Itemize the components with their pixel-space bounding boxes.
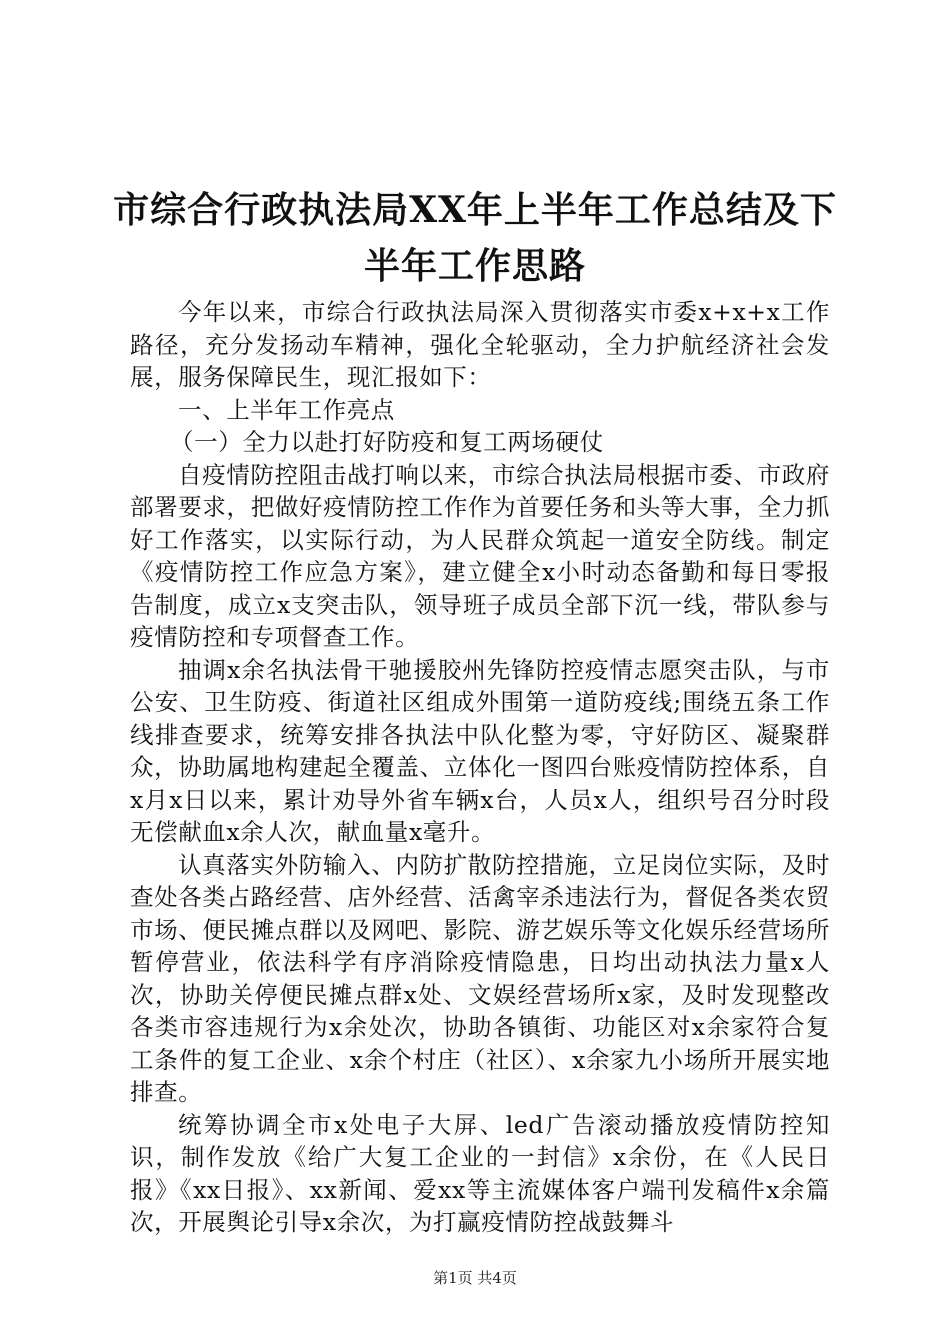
subsection-heading: （一）全力以赴打好防疫和复工两场硬仗 <box>170 428 604 456</box>
intro-paragraph: 今年以来，市综合行政执法局深入贯彻落实市委x+x+x工作路径，充分发扬动车精神，强化全轮驱动，全力护航经济社会发展，服务保障民生，现汇报如下： <box>130 298 830 391</box>
section-heading: 一、上半年工作亮点 <box>178 395 395 424</box>
body-paragraph: 抽调x余名执法骨干驰援胶州先锋防控疫情志愿突击队，与市公安、卫生防疫、街道社区组成外围第一道防疫线;围绕五条工作线排查要求，统筹安排各执法中队化整为零，守好防区、凝聚群众，协助属地构建起全覆盖、立体化一图四台账疫情防控体系，自x月x日以来，累计劝导外省车辆x台，人员x人，组织号召分时段无偿献血x余人次，献血量x毫升。 <box>130 655 830 846</box>
document-title-line-2: 半年工作思路 <box>363 245 586 287</box>
page-footer: 第1页 共4页 <box>433 1269 517 1287</box>
document-title-line-1: 市综合行政执法局XX年上半年工作总结及下 <box>113 189 837 231</box>
body-paragraph: 认真落实外防输入、内防扩散防控措施，立足岗位实际，及时查处各类占路经营、店外经营、活禽宰杀违法行为，督促各类农贸市场、便民摊点群以及网吧、影院、游艺娱乐等文化娱乐经营场所暂停营业，依法科学有序消除疫情隐患，日均出动执法力量x人次，协助关停便民摊点群x处、文娱经营场所x家，及时发现整改各类市容违规行为x余处次，协助各镇街、功能区对x余家符合复工条件的复工企业、x余个村庄（社区）、x余家九小场所开展实地排查。 <box>130 850 830 1106</box>
body-paragraph: 自疫情防控阻击战打响以来，市综合执法局根据市委、市政府部署要求，把做好疫情防控工作作为首要任务和头等大事，全力抓好工作落实，以实际行动，为人民群众筑起一道安全防线。制定《疫情防控工作应急方案》，建立健全x小时动态备勤和每日零报告制度，成立x支突击队，领导班子成员全部下沉一线，带队参与疫情防控和专项督查工作。 <box>130 460 830 651</box>
body-paragraph: 统筹协调全市x处电子大屏、led广告滚动播放疫情防控知识，制作发放《给广大复工企业的一封信》x余份，在《人民日报》《xx日报》、xx新闻、爱xx等主流媒体客户端刊发稿件x余篇次，开展舆论引导x余次，为打赢疫情防控战鼓舞斗 <box>130 1110 830 1236</box>
document-body <box>130 296 830 1239</box>
